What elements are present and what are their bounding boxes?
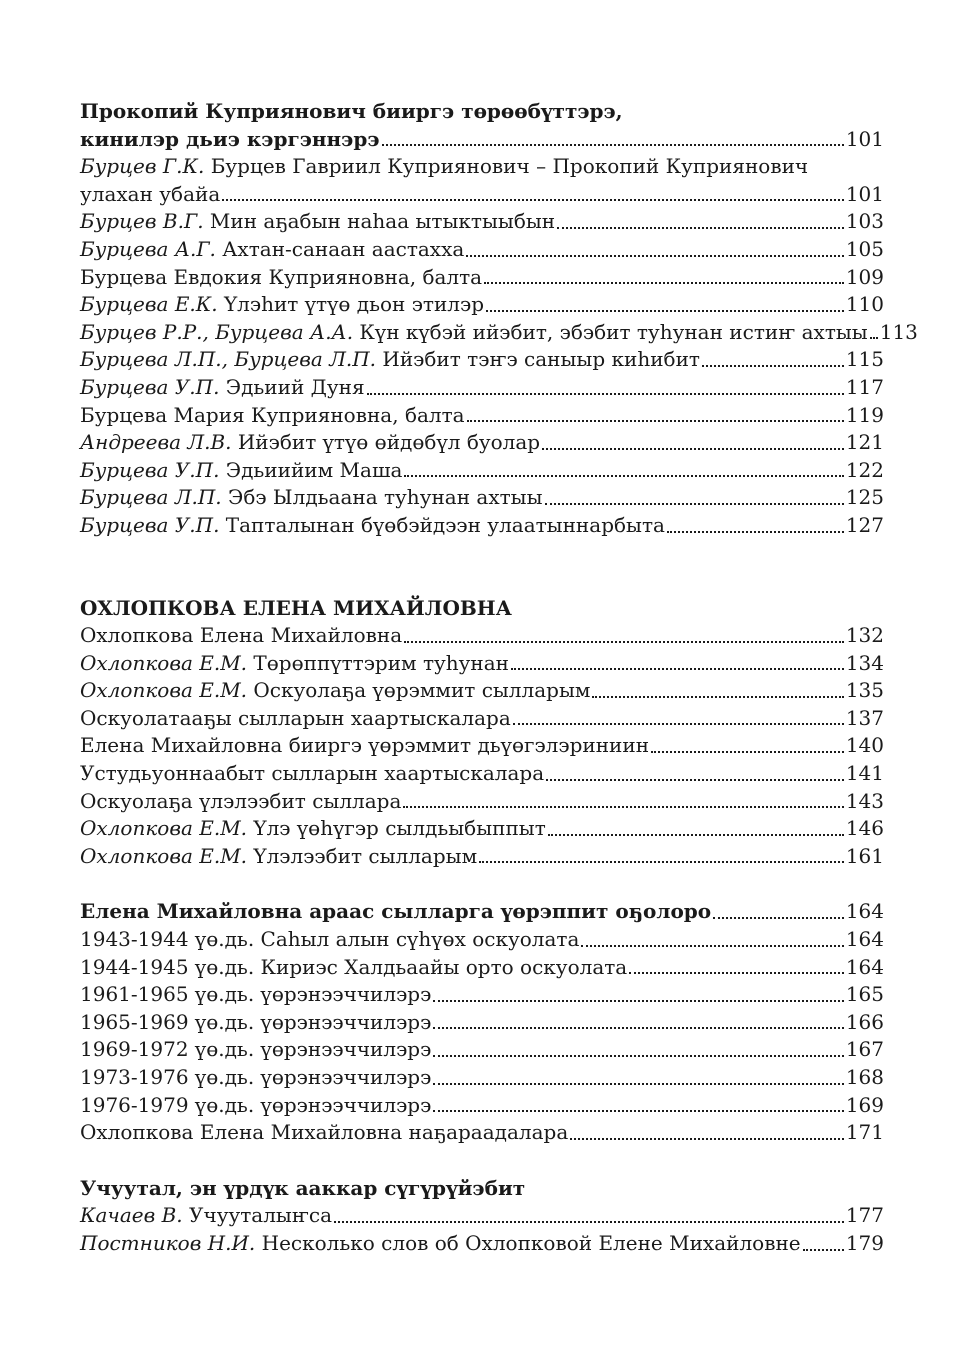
page-number: 115	[845, 347, 884, 372]
entry-text	[80, 1092, 431, 1120]
page-number: 110	[845, 292, 884, 317]
page-number: 127	[845, 512, 884, 537]
entry-title: 1976-1979 үө.дь. үөрэнээччилэрэ	[80, 1092, 432, 1117]
dot-leader	[548, 832, 844, 836]
toc-entry	[80, 512, 884, 540]
entry-title: Мин аҕабын наһаа ытыктыыбын	[209, 209, 556, 234]
entry-title: Устудьуоннаабыт сылларын хаартыскалара	[80, 761, 545, 786]
page-number: 161	[845, 843, 884, 868]
dot-leader	[382, 142, 844, 146]
toc-entry	[80, 291, 884, 319]
entry-text	[80, 374, 365, 402]
entry-title: Учууталыҥса	[189, 1203, 333, 1228]
entry-text	[80, 208, 555, 236]
entry-author: Бурцева Л.П., Бурцева Л.П.	[80, 347, 377, 372]
toc-entry	[80, 208, 884, 236]
dot-leader	[403, 804, 843, 808]
entry-text	[80, 457, 402, 485]
entry-title: Оскуолаҕа үлэлээбит сыллара	[80, 788, 402, 813]
toc-entry	[80, 402, 884, 430]
dot-leader	[404, 639, 844, 643]
entry-text	[80, 981, 431, 1009]
section-heading: Прокопий Куприянович бииргэ төрөөбүттэрэ,	[80, 99, 623, 123]
entry-title: Охлопкова Елена Михайловна	[80, 623, 403, 648]
page-number: 101	[845, 126, 884, 151]
toc-entry	[80, 1202, 884, 1230]
page-number: 166	[845, 1009, 884, 1034]
entry-text	[80, 319, 868, 347]
page-number: 169	[845, 1092, 884, 1117]
entry-author: Охлопкова Е.М.	[80, 650, 248, 675]
entry-author: Бурцева Л.П.	[80, 485, 222, 510]
entry-text	[80, 815, 546, 843]
dot-leader	[222, 197, 844, 201]
entry-title: Эдьиий Дуня	[225, 374, 365, 399]
dot-leader	[803, 1247, 844, 1251]
entry-title: Елена Михайловна араас сылларга үөрэппит оҕолоро	[80, 899, 712, 924]
page-number: 143	[845, 788, 884, 813]
entry-title: Оскуолаҕа үөрэммит сылларым	[253, 678, 591, 703]
dot-leader	[557, 225, 844, 229]
section-gap	[80, 540, 884, 595]
toc-entry	[80, 319, 918, 347]
entry-author: Постников Н.И.	[80, 1230, 256, 1255]
entry-author: Бурцева У.П.	[80, 512, 220, 537]
toc-entry	[80, 484, 884, 512]
page-number: 177	[845, 1203, 884, 1228]
section-gap	[80, 870, 884, 898]
entry-title: 1965-1969 үө.дь. үөрэнээччилэрэ	[80, 1009, 432, 1034]
dot-leader	[433, 1025, 844, 1029]
entry-text	[80, 512, 665, 540]
dot-leader	[546, 777, 844, 781]
entry-text	[80, 760, 544, 788]
toc-entry	[80, 236, 884, 264]
toc-entry	[80, 1009, 884, 1037]
dot-leader	[651, 749, 844, 753]
entry-title: Үлэһит үтүө дьон этилэр	[223, 292, 485, 317]
entry-text	[80, 1119, 568, 1147]
table-of-contents	[80, 98, 918, 1258]
toc-entry	[80, 264, 884, 292]
entry-author: Охлопкова Е.М.	[80, 816, 248, 841]
entry-text	[80, 926, 579, 954]
entry-title: Елена Михайловна бииргэ үөрэммит дьүөгэлэриниин	[80, 733, 650, 758]
entry-text	[80, 1230, 801, 1258]
section-heading: Учуутал, эн үрдүк ааккар сүгүрүйэбит	[80, 1175, 526, 1200]
toc-entry	[80, 622, 884, 650]
dot-leader	[545, 501, 844, 505]
page-number: 135	[845, 678, 884, 703]
entry-text	[80, 650, 509, 678]
entry-author: Бурцева Е.К.	[80, 292, 218, 317]
dot-leader	[713, 915, 844, 919]
entry-text	[80, 622, 402, 650]
dot-leader	[486, 308, 844, 312]
entry-title: кинилэр дьиэ кэргэннэрэ	[80, 126, 380, 151]
toc-entry	[80, 1119, 884, 1147]
page-number: 164	[845, 927, 884, 952]
dot-leader	[667, 529, 844, 533]
page-number: 137	[845, 705, 884, 730]
toc-entry	[80, 705, 884, 733]
toc-entry	[80, 954, 884, 982]
page-number: 101	[845, 181, 884, 206]
entry-text	[80, 346, 700, 374]
toc-entry	[80, 732, 884, 760]
entry-text	[80, 954, 627, 982]
page-number: 164	[845, 899, 884, 924]
dot-leader	[592, 694, 843, 698]
entry-title: 1961-1965 үө.дь. үөрэнээччилэрэ	[80, 982, 432, 1007]
section-heading-entry	[80, 898, 884, 926]
entry-title: Тапталынан бүөбэйдээн улаатыннарбыта	[225, 512, 665, 537]
dot-leader	[467, 418, 844, 422]
entry-text	[80, 788, 401, 816]
page-number: 117	[845, 374, 884, 399]
dot-leader	[484, 280, 844, 284]
entry-title: Несколько слов об Охлопковой Елене Михайловне	[261, 1230, 801, 1255]
page-number: 165	[845, 982, 884, 1007]
toc-entry	[80, 181, 884, 209]
dot-leader	[466, 253, 844, 257]
toc-entry	[80, 1230, 884, 1258]
page-number: 122	[845, 457, 884, 482]
section-gap	[80, 1147, 884, 1175]
page-number: 179	[845, 1230, 884, 1255]
dot-leader	[513, 721, 844, 725]
entry-text	[80, 402, 465, 430]
page-number: 141	[845, 761, 884, 786]
toc-entry	[80, 1036, 884, 1064]
toc-entry	[80, 1092, 884, 1120]
entry-title: Оскуолатааҕы сылларын хаартыскалара	[80, 705, 511, 730]
page-number: 171	[845, 1120, 884, 1145]
entry-author: Качаев В.	[80, 1203, 183, 1228]
entry-text	[80, 484, 543, 512]
entry-title: Эдьиийим Маша	[225, 457, 403, 482]
entry-author: Андреева Л.В.	[80, 430, 232, 455]
page-number: 109	[845, 264, 884, 289]
dot-leader	[404, 473, 843, 477]
entry-text	[80, 677, 590, 705]
dot-leader	[542, 446, 844, 450]
entry-title: 1969-1972 үө.дь. үөрэнээччилэрэ	[80, 1037, 432, 1062]
entry-title: Үлэлээбит сылларым	[253, 843, 478, 868]
dot-leader	[581, 943, 843, 947]
entry-title: улахан убайа	[80, 181, 221, 206]
page-number: 113	[879, 319, 918, 344]
entry-title: 1944-1945 үө.дь. Кириэс Халдьаайы орто оскуолата	[80, 954, 628, 979]
toc-entry	[80, 650, 884, 678]
page-number: 164	[845, 954, 884, 979]
page-number: 105	[845, 236, 884, 261]
entry-text	[80, 181, 220, 209]
dot-leader	[433, 1053, 844, 1057]
toc-entry	[80, 843, 884, 871]
dot-leader	[433, 1108, 844, 1112]
entry-text	[80, 1064, 431, 1092]
entry-author: Охлопкова Е.М.	[80, 843, 248, 868]
page-number: 103	[845, 209, 884, 234]
toc-entry	[80, 374, 884, 402]
toc-entry	[80, 153, 884, 181]
entry-author: Охлопкова Е.М.	[80, 678, 248, 703]
entry-text	[80, 843, 477, 871]
dot-leader	[511, 666, 844, 670]
toc-entry	[80, 1064, 884, 1092]
page-number: 132	[845, 623, 884, 648]
dot-leader	[702, 363, 844, 367]
page-number: 125	[845, 485, 884, 510]
dot-leader	[334, 1219, 844, 1223]
page-number: 167	[845, 1037, 884, 1062]
page-number: 168	[845, 1065, 884, 1089]
toc-entry	[80, 457, 884, 485]
entry-title: Бурцева Евдокия Куприяновна, балта	[80, 264, 483, 289]
dot-leader	[629, 970, 844, 974]
page-number: 121	[845, 430, 884, 455]
entry-title: Бурцева Мария Куприяновна, балта	[80, 402, 465, 427]
entry-title: Эбэ Ылдьаана туһунан ахтыы	[228, 485, 543, 510]
section-heading: ОХЛОПКОВА ЕЛЕНА МИХАЙЛОВНА	[80, 595, 512, 620]
dot-leader	[433, 998, 844, 1002]
section-heading-entry	[80, 126, 884, 154]
entry-text	[80, 291, 484, 319]
toc-entry	[80, 788, 884, 816]
toc-entry	[80, 815, 884, 843]
entry-title: Күн күбэй ийэбит, эбэбит туһунан истиҥ ахтыы	[359, 319, 868, 344]
entry-title: Ийэбит тэҥэ саныыр киһибит	[382, 347, 700, 372]
entry-text	[80, 153, 808, 181]
entry-author: Бурцева У.П.	[80, 374, 220, 399]
toc-entry	[80, 926, 884, 954]
dot-leader	[367, 391, 844, 395]
entry-author: Бурцев Г.К.	[80, 154, 205, 179]
entry-title: Ийэбит үтүө өйдөбүл буолар	[237, 430, 541, 455]
entry-text	[80, 705, 511, 733]
dot-leader	[870, 335, 878, 339]
entry-text	[80, 732, 649, 760]
entry-text	[80, 1036, 431, 1064]
entry-text	[80, 264, 482, 292]
entry-title: Үлэ үөһүгэр сылдьыбыппыт	[253, 816, 546, 841]
entry-title: 1973-1976 үө.дь. үөрэнээччилэрэ	[80, 1065, 432, 1089]
dot-leader	[433, 1081, 844, 1085]
entry-author: Бурцева А.Г.	[80, 236, 216, 261]
entry-text	[80, 1202, 332, 1230]
entry-author: Бурцев Р.Р., Бурцева А.А.	[80, 319, 354, 344]
entry-author: Бурцева У.П.	[80, 457, 220, 482]
entry-title: Ахтан-санаан аастахха	[222, 236, 465, 261]
page-number: 140	[845, 733, 884, 758]
page-number: 134	[845, 650, 884, 675]
page-number: 146	[845, 816, 884, 841]
entry-text	[80, 429, 540, 457]
entry-title: Төрөппүттэрим туһунан	[253, 650, 510, 675]
toc-entry	[80, 760, 884, 788]
dot-leader	[479, 859, 844, 863]
toc-entry	[80, 981, 884, 1009]
toc-entry	[80, 677, 884, 705]
entry-text	[80, 236, 464, 264]
entry-title: Бурцев Гавриил Куприянович – Прокопий Куприянович	[210, 154, 809, 179]
toc-entry	[80, 346, 884, 374]
page-number: 119	[845, 402, 884, 427]
toc-entry	[80, 429, 884, 457]
entry-text	[80, 1009, 431, 1037]
entry-author: Бурцев В.Г.	[80, 209, 204, 234]
entry-title: 1943-1944 үө.дь. Саһыл алын сүһүөх оскуолата	[80, 927, 580, 952]
dot-leader	[570, 1136, 844, 1140]
entry-title: Охлопкова Елена Михайловна наҕараадалара	[80, 1120, 569, 1145]
